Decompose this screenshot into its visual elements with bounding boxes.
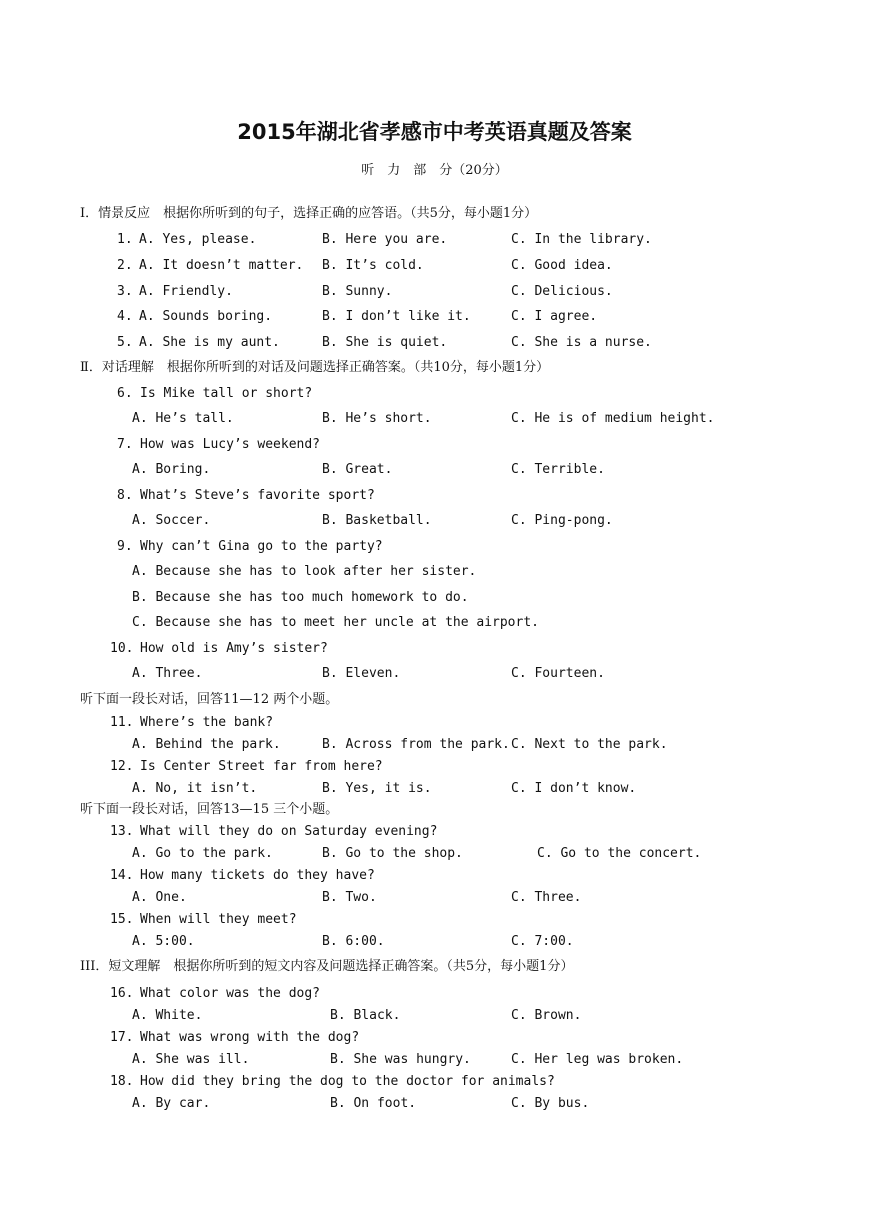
- page-subtitle: 听 力 部 分（20分）: [361, 163, 508, 178]
- option-a: A. Sounds boring.: [139, 309, 273, 324]
- option-a: A. He’s tall.: [132, 411, 234, 426]
- option-b: B. She is quiet.: [322, 335, 448, 350]
- question-number: 6.: [117, 386, 133, 401]
- question-number: 14.: [110, 868, 134, 883]
- option-a: A. One.: [132, 890, 187, 905]
- question-number: 17.: [110, 1030, 134, 1045]
- option-c: C. Good idea.: [511, 258, 613, 273]
- section-heading: III．短文理解 根据你所听到的短文内容及问题选择正确答案。（共5分，每小题1分）: [80, 959, 574, 974]
- option-b: B. Sunny.: [322, 284, 393, 299]
- option-a: A. 5:00.: [132, 934, 195, 949]
- option-b: B. Yes, it is.: [322, 781, 432, 796]
- question-number: 9.: [117, 539, 133, 554]
- question-text: When will they meet?: [140, 912, 297, 927]
- option-a: A. Because she has to look after her sister.: [132, 564, 477, 579]
- option-a: A. Yes, please.: [139, 232, 257, 247]
- option-b: B. Across from the park.: [322, 737, 510, 752]
- question-number: 16.: [110, 986, 134, 1001]
- question-number: 2.: [117, 258, 133, 273]
- option-c: C. Three.: [511, 890, 582, 905]
- option-c: C. Next to the park.: [511, 737, 668, 752]
- page-title: 2015年湖北省孝感市中考英语真题及答案: [237, 120, 632, 144]
- question-number: 8.: [117, 488, 133, 503]
- option-c: C. In the library.: [511, 232, 652, 247]
- option-b: B. Great.: [322, 462, 393, 477]
- question-text: What was wrong with the dog?: [140, 1030, 360, 1045]
- question-text: What’s Steve’s favorite sport?: [140, 488, 375, 503]
- question-text: Where’s the bank?: [140, 715, 274, 730]
- option-a: A. It doesn’t matter.: [139, 258, 304, 273]
- option-c: C. Go to the concert.: [537, 846, 702, 861]
- option-c: C. Terrible.: [511, 462, 605, 477]
- option-c: C. Delicious.: [511, 284, 613, 299]
- option-c: C. Ping-pong.: [511, 513, 613, 528]
- option-b: B. Eleven.: [322, 666, 401, 681]
- section-heading: Ⅱ．对话理解 根据你所听到的对话及问题选择正确答案。（共10分，每小题1分）: [80, 360, 550, 375]
- question-text: What will they do on Saturday evening?: [140, 824, 438, 839]
- option-b: B. She was hungry.: [330, 1052, 471, 1067]
- question-number: 3.: [117, 284, 133, 299]
- option-b: B. It’s cold.: [322, 258, 424, 273]
- question-text: How was Lucy’s weekend?: [140, 437, 321, 452]
- question-number: 7.: [117, 437, 133, 452]
- question-number: 4.: [117, 309, 133, 324]
- option-b: B. Basketball.: [322, 513, 432, 528]
- question-text: What color was the dog?: [140, 986, 321, 1001]
- question-number: 10.: [110, 641, 134, 656]
- option-a: A. Boring.: [132, 462, 211, 477]
- question-text: How old is Amy’s sister?: [140, 641, 328, 656]
- option-a: A. She is my aunt.: [139, 335, 280, 350]
- question-number: 11.: [110, 715, 134, 730]
- option-a: A. Friendly.: [139, 284, 233, 299]
- question-text: How did they bring the dog to the doctor for animals?: [140, 1074, 555, 1089]
- option-a: A. Behind the park.: [132, 737, 281, 752]
- dialogue-note: 听下面一段长对话，回答11—12 两个小题。: [80, 692, 339, 707]
- option-b: B. Because she has too much homework to do.: [132, 590, 469, 605]
- question-number: 1.: [117, 232, 133, 247]
- option-b: B. He’s short.: [322, 411, 432, 426]
- option-b: B. I don’t like it.: [322, 309, 471, 324]
- option-a: A. She was ill.: [132, 1052, 250, 1067]
- option-b: B. Black.: [330, 1008, 401, 1023]
- option-c: C. Because she has to meet her uncle at the airport.: [132, 615, 539, 630]
- option-b: B. Two.: [322, 890, 377, 905]
- option-c: C. Brown.: [511, 1008, 582, 1023]
- question-text: Is Mike tall or short?: [140, 386, 313, 401]
- question-number: 15.: [110, 912, 134, 927]
- option-a: A. White.: [132, 1008, 203, 1023]
- option-c: C. By bus.: [511, 1096, 590, 1111]
- option-c: C. He is of medium height.: [511, 411, 715, 426]
- option-c: C. I agree.: [511, 309, 598, 324]
- question-text: How many tickets do they have?: [140, 868, 375, 883]
- section-heading: I．情景反应 根据你所听到的句子，选择正确的应答语。（共5分，每小题1分）: [80, 206, 538, 221]
- dialogue-note: 听下面一段长对话，回答13—15 三个小题。: [80, 802, 339, 817]
- option-a: A. Go to the park.: [132, 846, 273, 861]
- option-a: A. Soccer.: [132, 513, 211, 528]
- option-a: A. No, it isn’t.: [132, 781, 258, 796]
- option-b: B. 6:00.: [322, 934, 385, 949]
- option-a: A. By car.: [132, 1096, 211, 1111]
- question-number: 13.: [110, 824, 134, 839]
- question-number: 18.: [110, 1074, 134, 1089]
- option-c: C. 7:00.: [511, 934, 574, 949]
- option-c: C. Her leg was broken.: [511, 1052, 684, 1067]
- option-c: C. I don’t know.: [511, 781, 637, 796]
- option-a: A. Three.: [132, 666, 203, 681]
- question-text: Why can’t Gina go to the party?: [140, 539, 383, 554]
- option-b: B. Here you are.: [322, 232, 448, 247]
- option-b: B. Go to the shop.: [322, 846, 463, 861]
- question-number: 12.: [110, 759, 134, 774]
- option-b: B. On foot.: [330, 1096, 417, 1111]
- question-number: 5.: [117, 335, 133, 350]
- option-c: C. She is a nurse.: [511, 335, 652, 350]
- option-c: C. Fourteen.: [511, 666, 605, 681]
- question-text: Is Center Street far from here?: [140, 759, 383, 774]
